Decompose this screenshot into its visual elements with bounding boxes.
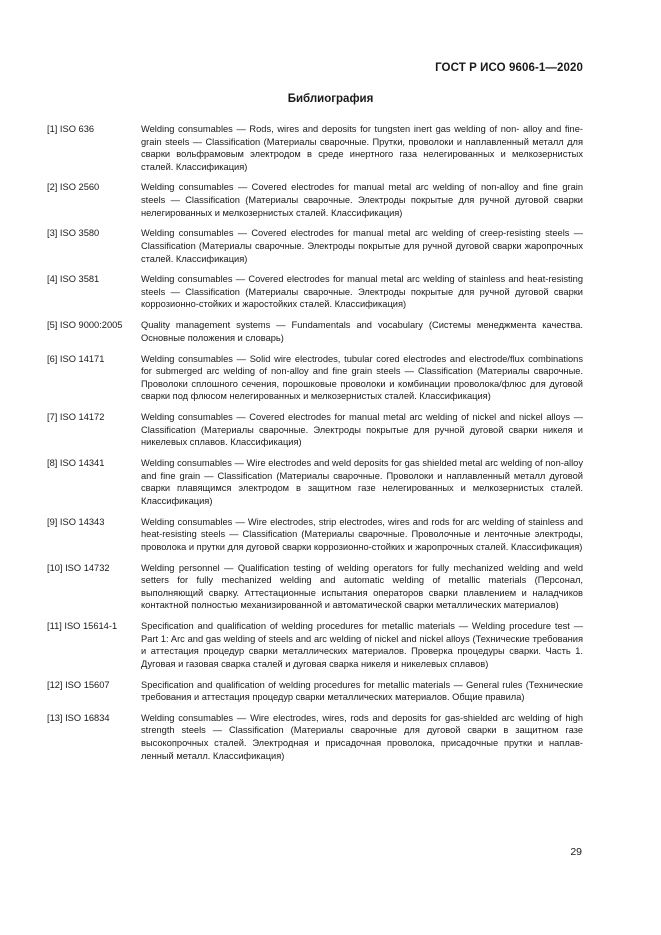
bibliography-entry	[47, 679, 583, 704]
entry-reference: [2] ISO 2560	[47, 182, 100, 193]
page-number: 29	[570, 846, 582, 858]
entry-reference: [3] ISO 3580	[47, 228, 100, 239]
entry-reference: [9] ISO 14343	[47, 516, 105, 527]
entry-description: Welding consumables — Covered electrodes for manual metal arc welding of stainless and heat-resisting steels — Classification (Материалы сварочные. Электроды покрытые для ручной дуговой сварки коррозионно-стойких и жаростойких сталей. Классификация)	[141, 274, 583, 310]
entry-reference: [6] ISO 14171	[47, 353, 105, 364]
entry-reference: [7] ISO 14172	[47, 412, 105, 423]
entry-reference: [11] ISO 15614-1	[47, 621, 118, 632]
bibliography-entry	[47, 227, 583, 265]
entry-description: Welding consumables — Rods, wires and deposits for tungsten inert gas welding of non- alloy and fine-grain steels — Classification (Материалы сварочные. Прутки, проволоки и наплавленный металл для сварки вольфрамовым электродом в среде инертного газа нелегированных и мелкозернистых сталей. Классификация)	[141, 124, 583, 172]
section-title: Библиография	[287, 93, 374, 105]
bibliography-entry	[47, 457, 583, 507]
bibliography-entry	[47, 712, 583, 762]
bibliography-entry	[47, 353, 583, 403]
entry-reference: [10] ISO 14732	[47, 562, 110, 573]
bibliography-entry	[47, 273, 583, 311]
entry-description: Welding consumables — Solid wire electrodes, tubular cored electrodes and electrode/flux combinations for submerged arc welding of non-alloy and fine grain steels — Classification (Материалы сварочные. Проволоки сплошного сечения, порошковые проволоки и комбинации проволока/флюс для дуговой сварки под флюсом нелегированных и мелкозернистых сталей. Классификация)	[141, 353, 583, 402]
bibliography-entry	[47, 181, 583, 219]
entry-description: Welding personnel — Qualification testing of welding operators for fully mechanized welding and weld setters for fully mechanized welding and automatic welding of metallic materials (Персонал, выполняющий сварку. Аттестационные испытания операторов сварки плавлением и наладчиков контактной полностью механизированной и автоматической сварки металлических материалов)	[141, 562, 583, 611]
entry-reference: [12] ISO 15607	[47, 679, 110, 690]
entry-description: Welding consumables — Wire electrodes, wires, rods and deposits for gas-shielded arc welding of high strength steels — Classification (Материалы сварочные для дуговой сварки в защитном газе высокопрочных сталей. Электродная и присадочная проволока, присадочные прутки и наплавленный металл. Классификация)	[141, 712, 583, 761]
entry-reference: [4] ISO 3581	[47, 274, 100, 285]
bibliography-list	[47, 123, 583, 770]
entry-description: Welding consumables — Wire electrodes, strip electrodes, wires and rods for arc welding of stainless and heat-resisting steels — Classification (Материалы сварочные. Проволочные и ленточные электроды, проволока и прутки для дуговой сварки коррозионно-стойких и жаропрочных сталей. Классификация)	[141, 516, 583, 552]
entry-reference: [1] ISO 636	[47, 124, 95, 134]
entry-description: Welding consumables — Covered electrodes for manual metal arc welding of creep-resisting steels — Classification (Материалы сварочные. Электроды покрытые для ручной дуговой сварки жаропрочных сталей. Классификация)	[141, 228, 583, 264]
bibliography-entry	[47, 620, 583, 670]
entry-description: Welding consumables — Covered electrodes for manual metal arc welding of nickel and nickel alloys — Classification (Материалы сварочные. Электроды покрытые для ручной дуговой сварки никеля и никелевых сплавов. Классификация)	[141, 412, 583, 448]
entry-description: Specification and qualification of welding procedures for metallic materials — General rules (Технические требования и аттестация процедур сварки металлических материалов. Общие правила)	[141, 679, 583, 703]
entry-description: Quality management systems — Fundamentals and vocabulary (Системы менеджмента качества. Основные положения и словарь)	[141, 320, 583, 343]
bibliography-entry	[47, 319, 583, 344]
entry-description: Welding consumables — Wire electrodes and weld deposits for gas shielded metal arc welding of non-alloy and fine grain — Classification (Материалы сварочные. Проволоки и наплавленный металл дуговой сварки плавящимся электродом в защитном газе нелегированных и мелкозернистых сталей. Классификация)	[141, 458, 583, 506]
document-code: ГОСТ Р ИСО 9606-1—2020	[435, 62, 583, 74]
entry-reference: [8] ISO 14341	[47, 458, 105, 469]
bibliography-entry	[47, 411, 583, 449]
entry-description: Welding consumables — Covered electrodes for manual metal arc welding of non-alloy and fine grain steels — Classification (Материалы сварочные. Электроды покрытые для ручной дуговой сварки нелегированных и мелкозернистых сталей. Классификация)	[141, 182, 583, 218]
bibliography-entry	[47, 562, 583, 612]
entry-description: Specification and qualification of welding procedures for metallic materials — Welding procedure test — Part 1: Arc and gas welding of steels and arc welding of nickel and nickel alloys (Технические требования и аттестация процедур сварки металлических материалов. Проверка процедуры сварки. Часть 1. Дуговая и газовая сварка сталей и дуговая сварка никеля и никелевых сплавов)	[141, 621, 583, 669]
bibliography-entry	[47, 516, 583, 554]
bibliography-entry	[47, 123, 583, 173]
entry-reference: [5] ISO 9000:2005	[47, 320, 123, 331]
entry-reference: [13] ISO 16834	[47, 712, 110, 723]
